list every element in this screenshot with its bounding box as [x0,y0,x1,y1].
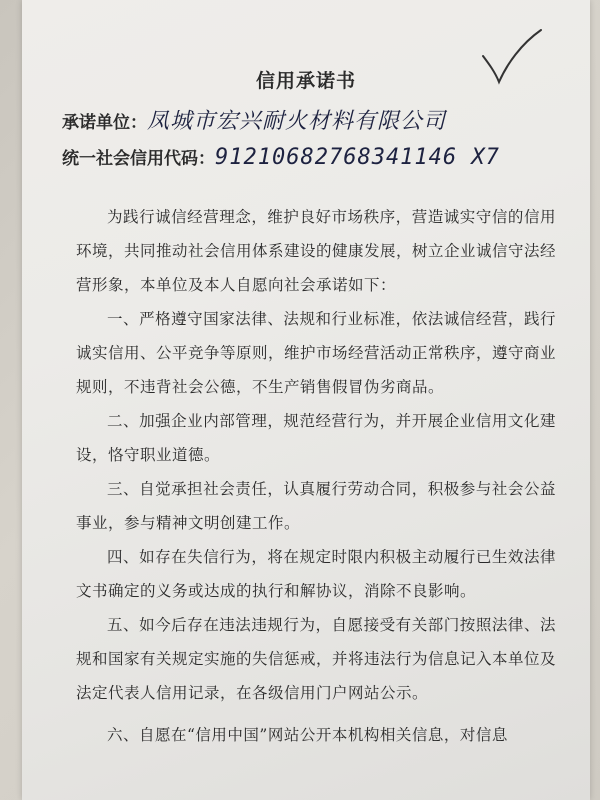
unit-label: 承诺单位： [62,113,147,133]
credit-code-handwritten-value: 91210682768341146 X7 [215,145,500,170]
clause-3-paragraph: 三、自觉承担社会责任，认真履行劳动合同，积极参与社会公益事业，参与精神文明创建工作。 [76,480,556,532]
clause-1-paragraph: 一、严格遵守国家法律、法规和行业标准，依法诚信经营，践行诚实信用、公平竞争等原则，维护市场经营活动正常秩序，遵守商业规则，不违背社会公德，不生产销售假冒伪劣商品。 [76,310,557,396]
document-page [22,0,590,800]
commitment-unit-row [62,104,446,135]
clause-6-paragraph: 六、自愿在“信用中国”网站公开本机构相关信息，对信息 [107,726,508,744]
clause-5-paragraph: 五、如今后存在违法违规行为，自愿接受有关部门按照法律、法规和国家有关规定实施的失信惩戒，并将违法行为信息记入本单位及法定代表人信用记录，在各级信用门户网站公示。 [76,616,557,702]
intro-paragraph: 为践行诚信经营理念，维护良好市场秩序，营造诚实守信的信用环境，共同推动社会信用体系建设的健康发展，树立企业诚信守法经营形象，本单位及本人自愿向社会承诺如下： [76,208,557,294]
unit-handwritten-value: 凤城市宏兴耐火材料有限公司 [147,109,447,134]
credit-code-row [62,144,500,170]
credit-code-label: 统一社会信用代码： [62,149,215,169]
page-title: 信用承诺书 [255,70,356,92]
clause-2-paragraph: 二、加强企业内部管理，规范经营行为，并开展企业信用文化建设，恪守职业道德。 [76,412,556,464]
clause-4-paragraph: 四、如存在失信行为，将在规定时限内积极主动履行已生效法律文书确定的义务或达成的执行和解协议，消除不良影响。 [76,548,556,600]
